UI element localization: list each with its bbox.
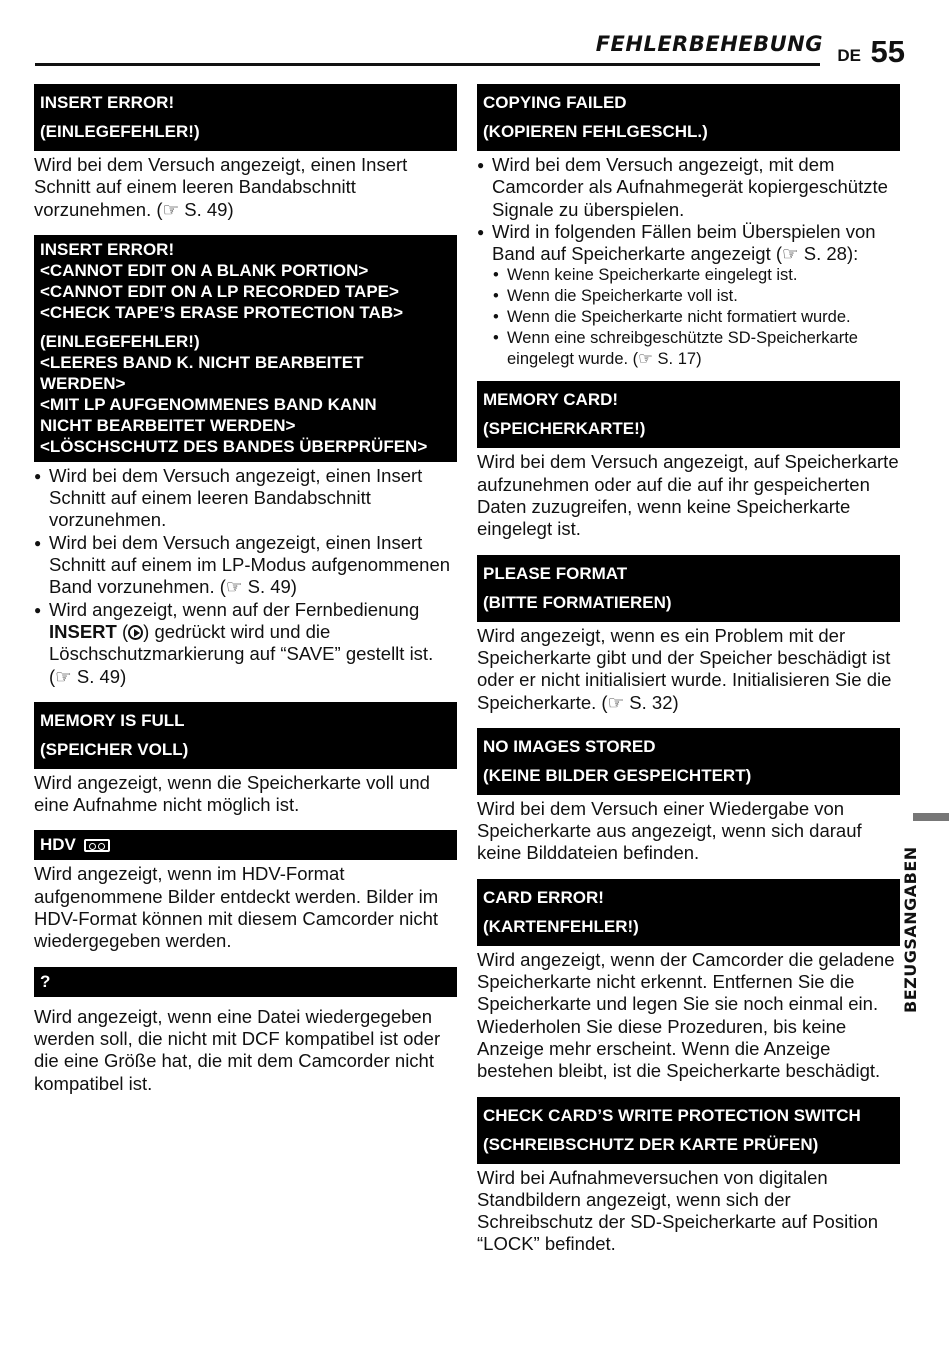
sub-item: • Wenn die Speicherkarte nicht formatiert wurde.: [477, 307, 900, 328]
section-title: FEHLERBEHEBUNG: [595, 32, 823, 56]
sub-item: • Wenn keine Speicherkarte eingelegt ist.: [477, 265, 900, 286]
message-line: <LÖSCHSCHUTZ DES BANDES ÜBERPRÜFEN>: [40, 436, 428, 456]
message-box: [34, 702, 457, 769]
message-subtitle: (EINLEGEFEHLER!): [40, 122, 200, 141]
bullet-item: ● Wird bei dem Versuch angezeigt, mit dem Camcorder als Aufnahmegerät kopiergeschützte Signale zu überspielen.: [477, 154, 900, 221]
play-icon: [128, 625, 143, 640]
message-box: [477, 728, 900, 795]
description: Wird angezeigt, wenn der Camcorder die geladene Speicherkarte nicht erkennt. Entfernen Sie die Speicherkarte und legen Sie sie noch einmal ein. Wiederholen Sie diese Prozeduren, bis keine Anzeige mehr erscheint. Wenn die Anzeige bestehen bleibt, ist die Speicherkarte beschädigt.: [477, 948, 895, 1082]
insert-error-detail-section: [34, 235, 457, 688]
bullet-list: [477, 154, 900, 265]
message-subtitle: (KARTENFEHLER!): [483, 916, 639, 936]
copying-failed-section: [477, 84, 900, 369]
message-subtitle: (SPEICHER VOLL): [40, 739, 189, 759]
message-subtitle: (SPEICHERKARTE!): [483, 419, 646, 439]
bullet-item: ● Wird angezeigt, wenn auf der Fernbedienung INSERT ( ) gedrückt wird und die Löschschutzmarkierung auf “SAVE” gestellt ist. (☞ S. 49): [34, 599, 457, 688]
message-title: HDV: [40, 835, 76, 855]
bullet-item: ● Wird bei dem Versuch angezeigt, einen Insert Schnitt auf einem im LP-Modus aufgenommenen Band vorzunehmen. (☞ S. 49): [34, 532, 457, 599]
insert-key-label: INSERT: [49, 620, 117, 642]
sub-list: [477, 265, 900, 369]
insert-error-section: [34, 84, 457, 221]
message-line: <CANNOT EDIT ON A BLANK PORTION>: [40, 260, 369, 280]
message-line: INSERT ERROR!: [40, 239, 175, 259]
message-subtitle: (SCHREIBSCHUTZ DER KARTE PRÜFEN): [483, 1134, 819, 1154]
message-title: NO IMAGES STORED: [483, 736, 656, 756]
memory-full-section: [34, 702, 457, 817]
message-title: COPYING FAILED: [483, 93, 627, 112]
right-column: [477, 84, 900, 1256]
message-box: [477, 381, 900, 448]
message-box: [34, 235, 457, 462]
message-box: [34, 830, 457, 860]
bullet-item: ● Wird bei dem Versuch angezeigt, einen Insert Schnitt auf einem leeren Bandabschnitt vorzunehmen.: [34, 465, 457, 532]
bullet-list: [34, 465, 457, 688]
message-box: [477, 555, 900, 622]
card-error-section: [477, 879, 900, 1083]
message-subtitle: (KEINE BILDER GESPEICHTERT): [483, 765, 752, 785]
sub-item: • Wenn die Speicherkarte voll ist.: [477, 286, 900, 307]
bullet-text: gedrückt wird und die Löschschutzmarkierung auf “SAVE” gestellt ist. (☞ S. 49): [49, 620, 434, 687]
side-section-label: BEZUGSANGABEN: [901, 846, 920, 1013]
message-title: MEMORY CARD!: [483, 390, 619, 410]
description: Wird angezeigt, wenn die Speicherkarte voll und eine Aufnahme nicht möglich ist.: [34, 771, 430, 816]
message-title: CARD ERROR!: [483, 887, 604, 907]
sub-item: • Wenn eine schreibgeschützte SD-Speicherkarte eingelegt wurde. (☞ S. 17): [477, 328, 900, 370]
tape-icon: [84, 839, 110, 852]
side-tab-marker: [913, 813, 949, 821]
message-box: [477, 879, 900, 946]
message-title: MEMORY IS FULL: [40, 710, 185, 730]
no-images-section: [477, 728, 900, 865]
description: Wird angezeigt, wenn es ein Problem mit der Speicherkarte gibt und der Speicher beschädigt ist oder er nicht initialisiert wurde. Initialisieren Sie die Speicherkarte. (☞ S. 32): [477, 624, 892, 713]
write-protect-section: [477, 1097, 900, 1256]
description: Wird angezeigt, wenn im HDV-Format aufgenommene Bilder entdeckt werden. Bilder im HDV-Format können mit diesem Camcorder nicht wiedergegeben werden.: [34, 863, 439, 952]
message-box: [477, 1097, 900, 1164]
language-code: DE: [837, 46, 861, 65]
message-title: INSERT ERROR!: [40, 93, 175, 112]
message-title: CHECK CARD’S WRITE PROTECTION SWITCH: [483, 1105, 861, 1125]
page-header: [35, 30, 905, 69]
description: Wird bei dem Versuch einer Wiedergabe von Speicherkarte aus angezeigt, wenn sich darauf keine Bilddateien befinden.: [477, 797, 862, 864]
message-box: [34, 967, 457, 997]
message-line: <CANNOT EDIT ON A LP RECORDED TAPE>: [40, 281, 399, 301]
please-format-section: [477, 555, 900, 714]
hdv-section: [34, 830, 457, 952]
description: Wird bei dem Versuch angezeigt, einen Insert Schnitt auf einem leeren Bandabschnitt vorzunehmen. (☞ S. 49): [34, 154, 408, 220]
description: Wird angezeigt, wenn eine Datei wiedergegeben werden soll, die nicht mit DCF kompatibel ist oder die eine Größe hat, die mit dem Camcorder nicht kompatibel ist.: [34, 1005, 441, 1094]
message-line: <MIT LP AUFGENOMMENES BAND KANN: [40, 394, 377, 414]
left-column: [34, 84, 457, 1095]
message-line: (EINLEGEFEHLER!): [40, 331, 200, 351]
message-subtitle: (KOPIEREN FEHLGESCHL.): [483, 122, 708, 141]
bullet-text: Wird angezeigt, wenn auf der Fernbedienung: [49, 598, 420, 620]
description: Wird bei dem Versuch angezeigt, auf Speicherkarte aufzunehmen oder auf die auf ihr gespeicherten Daten zuzugreifen, wenn keine Speicherkarte eingelegt ist.: [477, 451, 899, 540]
question-section: [34, 967, 457, 1095]
message-line: WERDEN>: [40, 373, 126, 393]
memory-card-section: [477, 381, 900, 540]
message-line: NICHT BEARBEITET WERDEN>: [40, 415, 296, 435]
message-box: [477, 84, 900, 151]
header-rule: [35, 63, 820, 66]
message-line: <LEERES BAND K. NICHT BEARBEITET: [40, 352, 364, 372]
page-number: 55: [870, 34, 905, 69]
message-box: [34, 84, 457, 151]
message-line: <CHECK TAPE’S ERASE PROTECTION TAB>: [40, 302, 404, 322]
description: Wird bei Aufnahmeversuchen von digitalen Standbildern angezeigt, wenn sich der Schreibschutz der SD-Speicherkarte auf Position “LOCK” befindet.: [477, 1166, 879, 1255]
bullet-item: ● Wird in folgenden Fällen beim Überspielen von Band auf Speicherkarte angezeigt (☞ S. 28):: [477, 221, 900, 266]
message-subtitle: (BITTE FORMATIEREN): [483, 592, 672, 612]
message-title: ?: [40, 971, 51, 991]
message-title: PLEASE FORMAT: [483, 563, 628, 583]
